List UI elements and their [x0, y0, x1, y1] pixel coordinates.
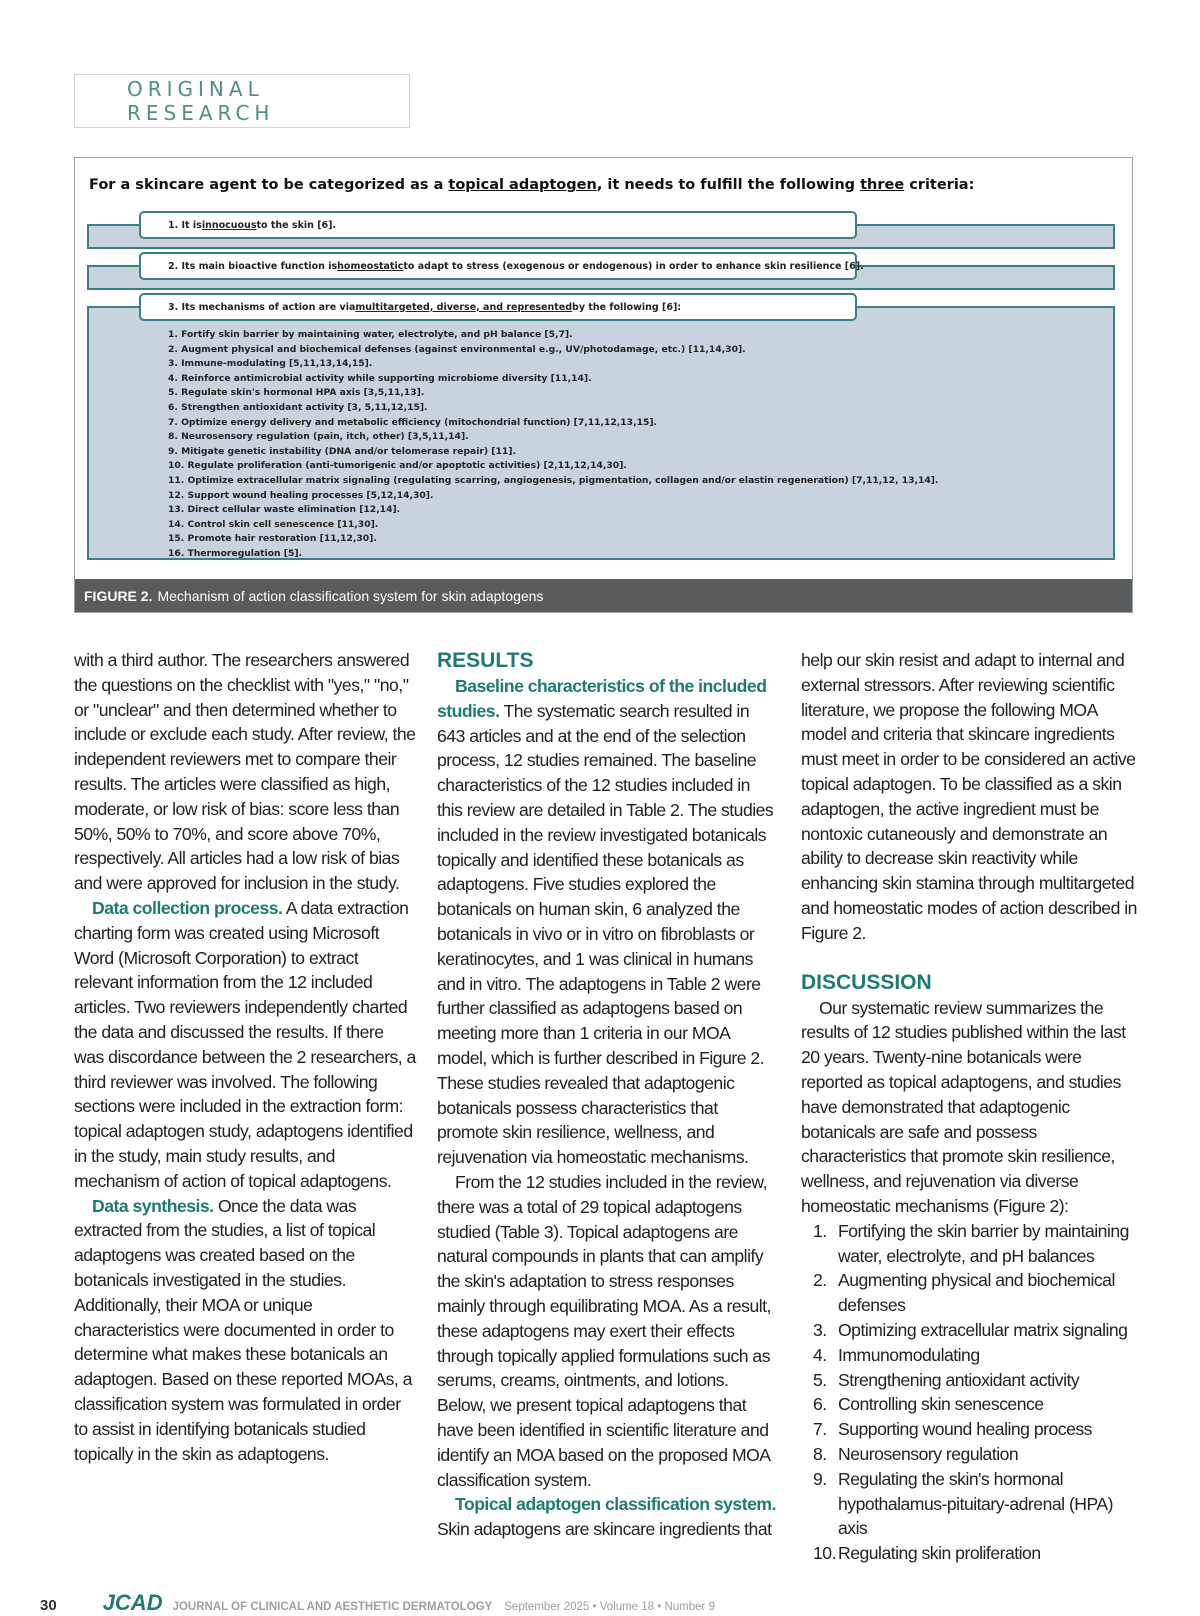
criterion-3: 3. Its mechanisms of action are via multitargeted, diverse, and represented by the following [6]: — [139, 293, 857, 321]
list-item: 1. Fortifying the skin barrier by maintaining water, electrolyte, and pH balances — [813, 1220, 1129, 1266]
mechanism-item: 3. Immune-modulating [5,11,13,14,15]. — [168, 358, 373, 370]
criterion-2: 2. Its main bioactive function is homeostatic to adapt to stress (exogenous or endogenous) in order to enhance skin resilience [6]. — [139, 252, 857, 280]
section-tag: ORIGINAL RESEARCH — [74, 74, 410, 128]
list-item: 7. Supporting wound healing process — [813, 1419, 1092, 1440]
column-2 — [437, 648, 779, 1542]
mechanism-list — [168, 328, 938, 562]
mechanism-item: 7. Optimize energy delivery and metabolic efficiency (mitochondrial function) [7,11,12,13,15]. — [168, 416, 658, 428]
list-item: 5. Strengthening antioxidant activity — [813, 1369, 1080, 1390]
mechanism-item: 8. Neurosensory regulation (pain, itch, other) [3,5,11,14]. — [168, 431, 469, 443]
column-1 — [74, 648, 416, 1466]
figure-headline: For a skincare agent to be categorized as a topical adaptogen, it needs to fulfill the following three criteria: — [89, 177, 975, 193]
list-item: 3. Optimizing extracellular matrix signaling — [813, 1319, 1128, 1340]
mechanism-item: 11. Optimize extracellular matrix signaling (regulating scarring, angiogenesis, pigmentation, collagen and/or elastin regeneration) [7,11,12, 13,14]. — [168, 474, 939, 486]
mechanism-item: 15. Promote hair restoration [11,12,30]. — [168, 533, 377, 545]
mechanism-item: 1. Fortify skin barrier by maintaining water, electrolyte, and pH balance [5,7]. — [168, 329, 573, 340]
paragraph: with a third author. The researchers answered the questions on the checklist with "yes," "no," or "unclear" and then determined whether to include or exclude each study. After review, the independent reviewers met to compare their results. The articles were classified as high, moderate, or low risk of bias: score less than 50%, 50% to 70%, and score above 70%, respectively. All articles had a low risk of bias and were approved for inclusion in the study. — [74, 650, 416, 894]
paragraph: Data synthesis. Once the data was extracted from the studies, a list of topical adaptogens was created based on the botanicals investigated in the studies. Additionally, their MOA or unique characteristics were documented in order to determine what makes these botanicals an adaptogen. Based on these reported MOAs, a classification system was formulated in order to assist in identifying botanicals studied topically in the skin as adaptogens. — [74, 1195, 412, 1464]
mechanism-item: 4. Reinforce antimicrobial activity while supporting microbiome diversity [11,14]. — [168, 372, 592, 384]
figure-2 — [74, 157, 1133, 613]
issue-info: September 2025 • Volume 18 • Number 9 — [504, 1601, 715, 1613]
mechanism-item: 12. Support wound healing processes [5,12,14,30]. — [168, 489, 434, 501]
paragraph: Our systematic review summarizes the results of 12 studies published within the last 20 years. Twenty-nine botanicals were reported as topical adaptogens, and studies have demonstrated that adaptogenic botanicals are safe and possess characteristics that promote skin resilience, wellness, and rejuvenation via diverse homeostatic mechanisms (Figure 2): — [801, 997, 1126, 1216]
journal-logo: JCAD — [102, 1590, 163, 1615]
figure-caption: FIGURE 2. Mechanism of action classification system for skin adaptogens — [75, 579, 1132, 612]
section-heading-results: RESULTS — [437, 649, 534, 672]
mechanism-item: 14. Control skin cell senescence [11,30]. — [168, 518, 379, 530]
paragraph: From the 12 studies included in the review, there was a total of 29 topical adaptogens studied (Table 3). Topical adaptogens are natural compounds in plants that can amplify the skin's adaptation to stress responses mainly through equilibrating MOA. As a result, these adaptogens may exert their effects through topically applied formulations such as serums, creams, ointments, and lotions. Below, we present topical adaptogens that have been identified in scientific literature and identify an MOA based on the proposed MOA classification system. — [437, 1171, 771, 1490]
page-number: 30 — [40, 1597, 57, 1614]
subheading: Data synthesis. — [92, 1195, 214, 1216]
list-item: 4. Immunomodulating — [813, 1344, 980, 1365]
list-item: 2. Augmenting physical and biochemical defenses — [813, 1270, 1115, 1316]
paragraph: Data collection process. A data extraction charting form was created using Microsoft Word (Microsoft Corporation) to extract relevant information from the 12 included articles. Two reviewers independently charted the data and discussed the results. If there was discordance between the 2 researchers, a third reviewer was involved. The following sections were included in the extraction form: topical adaptogen study, adaptogens identified in the study, main study results, and mechanism of action of topical adaptogens. — [74, 897, 416, 1191]
column-3 — [801, 648, 1145, 1566]
subheading: Data collection process. — [92, 897, 283, 918]
mechanism-item: 9. Mitigate genetic instability (DNA and/or telomerase repair) [11]. — [168, 445, 516, 457]
mechanism-item: 13. Direct cellular waste elimination [12,14]. — [168, 504, 401, 516]
paragraph: Topical adaptogen classification system. Skin adaptogens are skincare ingredients that — [437, 1494, 776, 1540]
mechanism-item: 5. Regulate skin's hormonal HPA axis [3,5,11,13]. — [168, 387, 425, 399]
discussion-list — [801, 1219, 1145, 1566]
list-item: 10. Regulating skin proliferation — [813, 1543, 1041, 1564]
mechanism-item: 6. Strengthen antioxidant activity [3, 5,11,12,15]. — [168, 401, 428, 413]
mechanism-item: 2. Augment physical and biochemical defenses (against environmental e.g., UV/photodamage, etc.) [11,14,30]. — [168, 343, 746, 355]
list-item: 9. Regulating the skin's hormonal hypothalamus-pituitary-adrenal (HPA) axis — [813, 1468, 1114, 1539]
mechanism-item: 10. Regulate proliferation (anti-tumorigenic and/or apoptotic activities) [2,11,12,14,30]. — [168, 460, 627, 472]
list-item: 8. Neurosensory regulation — [813, 1443, 1019, 1464]
list-item: 6. Controlling skin senescence — [813, 1394, 1044, 1415]
mechanism-item: 16. Thermoregulation [5]. — [168, 547, 303, 559]
paragraph: help our skin resist and adapt to internal and external stressors. After reviewing scientific literature, we propose the following MOA model and criteria that skincare ingredients must meet in order to be considered an active topical adaptogen. To be classified as a skin adaptogen, the active ingredient must be nontoxic cutaneously and demonstrate an ability to decrease skin reactivity while enhancing skin stamina through multitargeted and homeostatic modes of action described in Figure 2. — [801, 650, 1137, 943]
journal-name: JOURNAL OF CLINICAL AND AESTHETIC DERMATOLOGY — [172, 1601, 493, 1613]
section-heading-discussion: DISCUSSION — [801, 970, 932, 994]
subheading: Topical adaptogen classification system. — [455, 1494, 776, 1515]
paragraph: Baseline characteristics of the included studies. The systematic search resulted in 643 articles and at the end of the selection process, 12 studies remained. The baseline characteristics of the 12 studies included in this review are detailed in Table 2. The studies included in the review investigated botanicals topically and identified these botanicals as adaptogens. Five studies explored the botanicals on human skin, 6 analyzed the botanicals in vivo or in vitro on fibroblasts or keratinocytes, and 1 was clinical in humans and in vitro. The adaptogens in Table 2 were further classified as adaptogens based on meeting more than 1 criteria in our MOA model, which is further described in Figure 2. These studies revealed that adaptogenic botanicals possess characteristics that promote skin resilience, wellness, and rejuvenation via homeostatic mechanisms. — [437, 676, 774, 1168]
subheading: Baseline characteristics of the included studies. — [437, 676, 767, 721]
page-footer — [40, 1590, 715, 1616]
criterion-1: 1. It is innocuous to the skin [6]. — [139, 211, 857, 239]
